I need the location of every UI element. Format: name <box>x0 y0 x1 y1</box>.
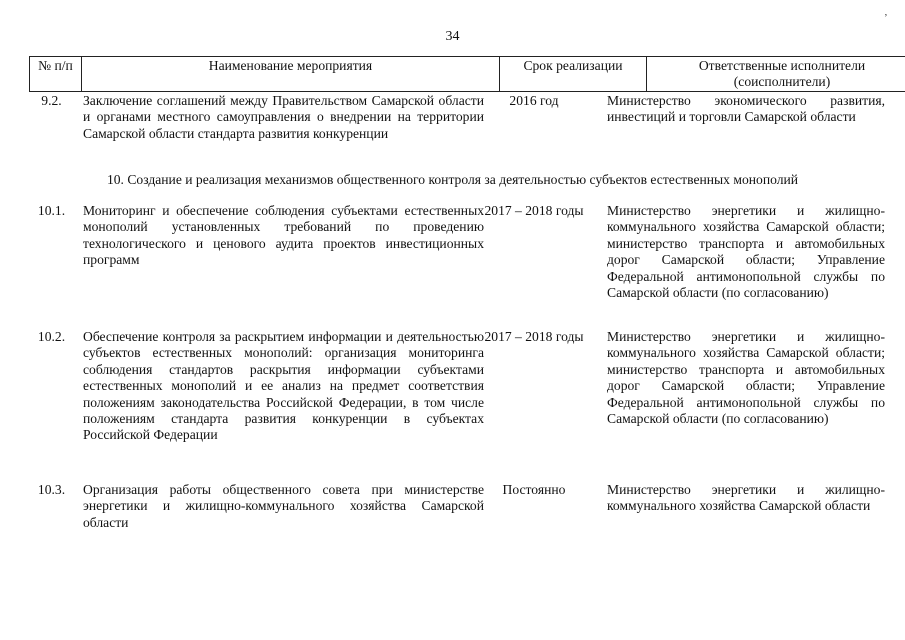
activity-name: Мониторинг и обеспечение соблюдения субъектами естественных монополий установленных требований по проведению технологического и ценового аудита проектов инвестиционных программ <box>83 203 484 268</box>
responsible-executors: Министерство экономического развития, инвестиций и торговли Самарской области <box>607 93 885 125</box>
corner-mark: ’ <box>884 12 888 24</box>
implementation-term: Постоянно <box>502 482 566 497</box>
column-header-name: Наименование мероприятия <box>82 57 500 92</box>
responsible-executors: Министерство энергетики и жилищно-коммунального хозяйства Самарской области; министерство транспорта и автомобильных дорог Самарской области; Управление Федеральной антимонопольной службы по Самарской области (по согласованию) <box>607 329 885 427</box>
column-header-executors: Ответственные исполнители (соисполнители) <box>647 57 905 92</box>
row-number: 10.1. <box>37 203 66 218</box>
implementation-term: 2016 год <box>509 93 559 108</box>
activity-name: Организация работы общественного совета при министерстве энергетики и жилищно-коммунального хозяйства Самарской области <box>83 482 484 530</box>
implementation-term: 2017 – 2018 годы <box>484 203 584 218</box>
row-number: 9.2. <box>41 93 62 108</box>
section-title: 10. Создание и реализация механизмов общественного контроля за деятельностью субъектов естественных монополий <box>106 172 799 187</box>
implementation-term: 2017 – 2018 годы <box>484 329 584 344</box>
row-number: 10.2. <box>37 329 66 344</box>
column-header-term: Срок реализации <box>500 57 647 92</box>
activity-name: Обеспечение контроля за раскрытием информации и деятельностью субъектов естественных монополий: организация мониторинга соблюдения стандартов раскрытия информации субъектами естественных монополий и ее анализ на предмет соответствия положениям законодательства Российской Федерации, в том числе положениям стандарта развития конкуренции в субъектах Российской Федерации <box>83 329 484 443</box>
row-number: 10.3. <box>37 482 66 497</box>
responsible-executors: Министерство энергетики и жилищно-коммунального хозяйства Самарской области <box>607 482 885 514</box>
table-header-row <box>30 57 905 92</box>
responsible-executors: Министерство энергетики и жилищно-коммунального хозяйства Самарской области; министерство транспорта и автомобильных дорог Самарской области; Управление Федеральной антимонопольной службы по Самарской области (по согласованию) <box>607 203 885 301</box>
page-number: 34 <box>445 29 460 44</box>
table-header <box>29 56 905 92</box>
column-header-num: № п/п <box>30 57 82 92</box>
activity-name: Заключение соглашений между Правительством Самарской области и органами местного самоуправления о внедрении на территории Самарской области стандарта развития конкуренции <box>83 93 484 141</box>
